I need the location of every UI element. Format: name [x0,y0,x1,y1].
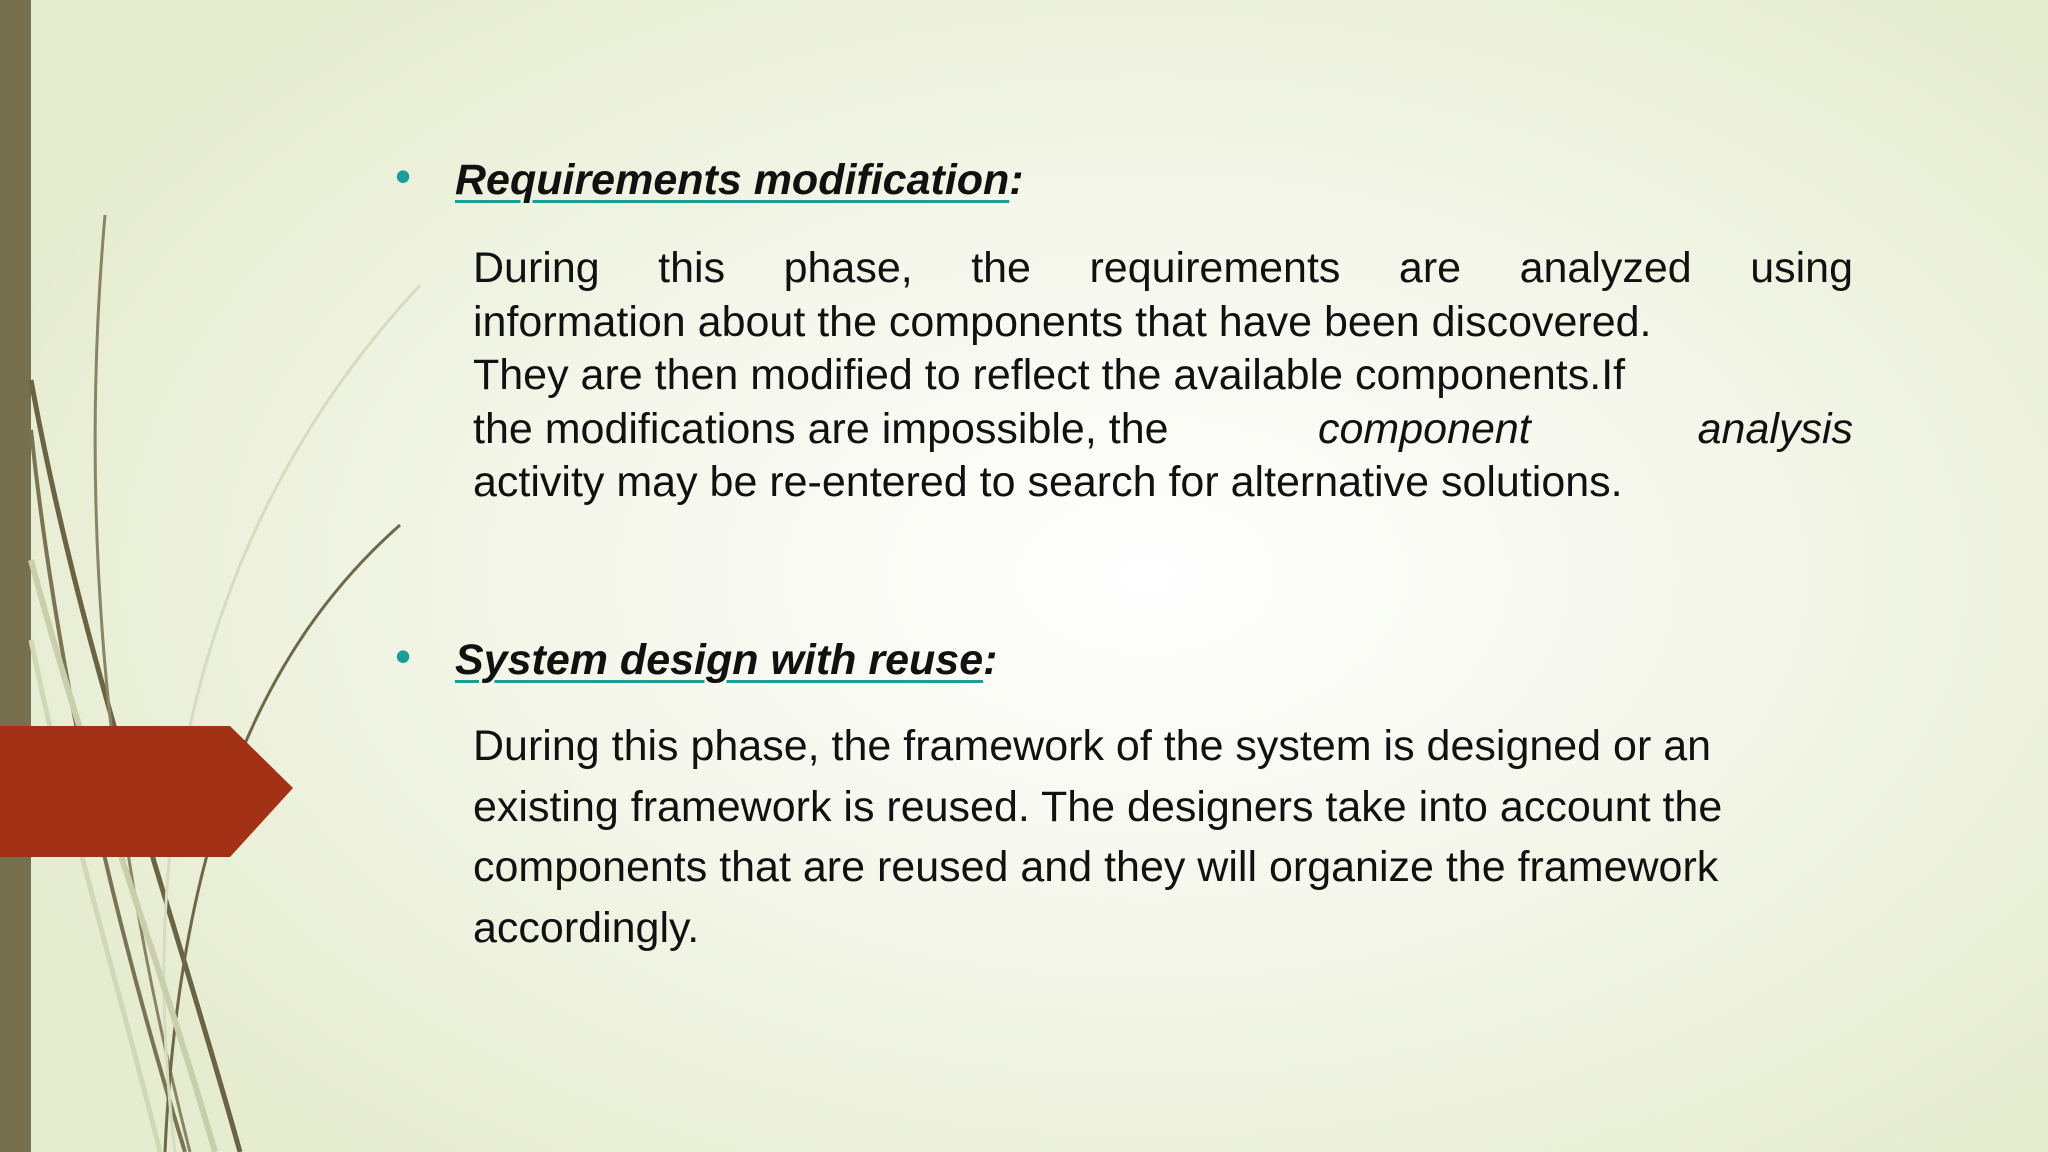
bullet-icon: • [395,630,412,682]
body-line: They are then modified to reflect the available components.If [473,351,1626,399]
section-body [473,716,1873,958]
body-line: During this phase, the requirements are analyzed using [473,244,1853,292]
body-line: activity may be re-entered to search for alternative solutions. [473,458,1623,506]
body-line: information about the components that have been discovered. [473,297,1652,346]
decorative-curves [0,0,420,1152]
body-line: components that are reused and they will organize the framework [473,843,1719,891]
section-heading: Requirements modification: [455,156,1024,204]
body-line: existing framework is reused. The designers take into account the [473,782,1723,831]
section-marker-arrow [0,726,293,857]
body-line: accordingly. [473,903,700,952]
body-line: the modifications are impossible, the component analysis [473,404,1853,453]
body-line: During this phase, the framework of the system is designed or an [473,722,1712,770]
section-body [473,242,1853,510]
bullet-icon: • [395,150,412,202]
section-heading: System design with reuse: [455,636,998,684]
